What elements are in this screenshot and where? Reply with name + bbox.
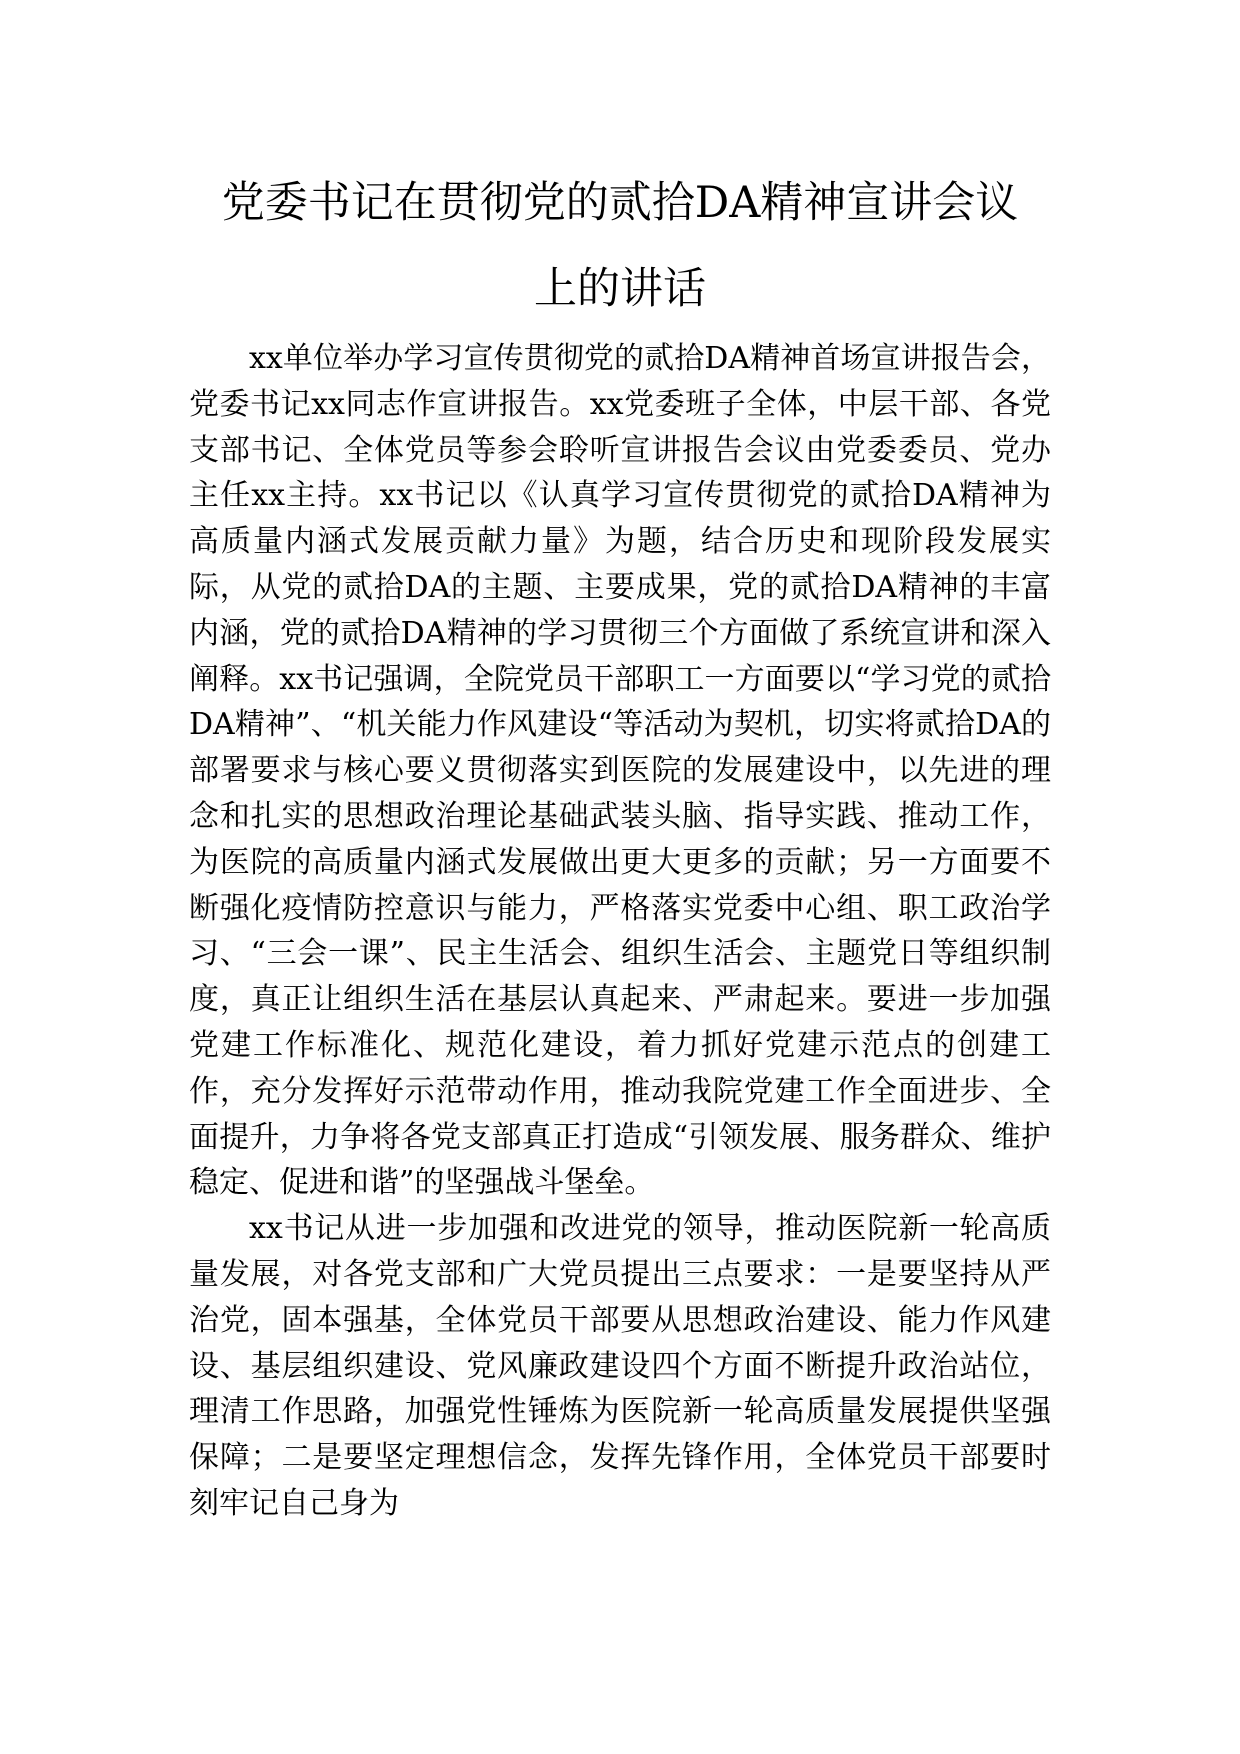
paragraph: xx书记从进一步加强和改进党的领导，推动医院新一轮高质量发展，对各党支部和广大党员提出三点要求：一是要坚持从严治党，固本强基，全体党员干部要从思想政治建设、能力作风建设、基层组织建设、党风廉政建设四个方面不断提升政治站位，理清工作思路，加强党性锤炼为医院新一轮高质量发展提供坚强保障；二是要坚定理想信念，发挥先锋作用，全体党员干部要时刻牢记自己身为 <box>189 1211 1051 1521</box>
title-line-2: 上的讲话 <box>534 264 706 314</box>
document-title <box>160 160 1080 332</box>
paragraph: xx单位举办学习宣传贯彻党的贰拾DA精神首场宣讲报告会，党委书记xx同志作宣讲报告。xx党委班子全体，中层干部、各党支部书记、全体党员等参会聆听宣讲报告会议由党委委员、党办主任xx主持。xx书记以《认真学习宣传贯彻党的贰拾DA精神为高质量内涵式发展贡献力量》为题，结合历史和现阶段发展实际，从党的贰拾DA的主题、主要成果，党的贰拾DA精神的丰富内涵，党的贰拾DA精神的学习贯彻三个方面做了系统宣讲和深入阐释。xx书记强调，全院党员干部职工一方面要以“学习党的贰拾DA精神”、“机关能力作风建设“等活动为契机，切实将贰拾DA的部署要求与核心要义贯彻落实到医院的发展建设中，以先进的理念和扎实的思想政治理论基础武装头脑、指导实践、推动工作，为医院的高质量内涵式发展做出更大更多的贡献；另一方面要不断强化疫情防控意识与能力，严格落实党委中心组、职工政治学习、“三会一课”、民主生活会、组织生活会、主题党日等组织制度，真正让组织生活在基层认真起来、严肃起来。要进一步加强党建工作标准化、规范化建设，着力抓好党建示范点的创建工作，充分发挥好示范带动作用，推动我院党建工作全面进步、全面提升，力争将各党支部真正打造成“引领发展、服务群众、维护稳定、促进和谐”的坚强战斗堡垒。 <box>189 341 1051 1201</box>
document-body <box>189 336 1051 1527</box>
title-line-1: 党委书记在贯彻党的贰拾DA精神宣讲会议 <box>221 178 1019 228</box>
